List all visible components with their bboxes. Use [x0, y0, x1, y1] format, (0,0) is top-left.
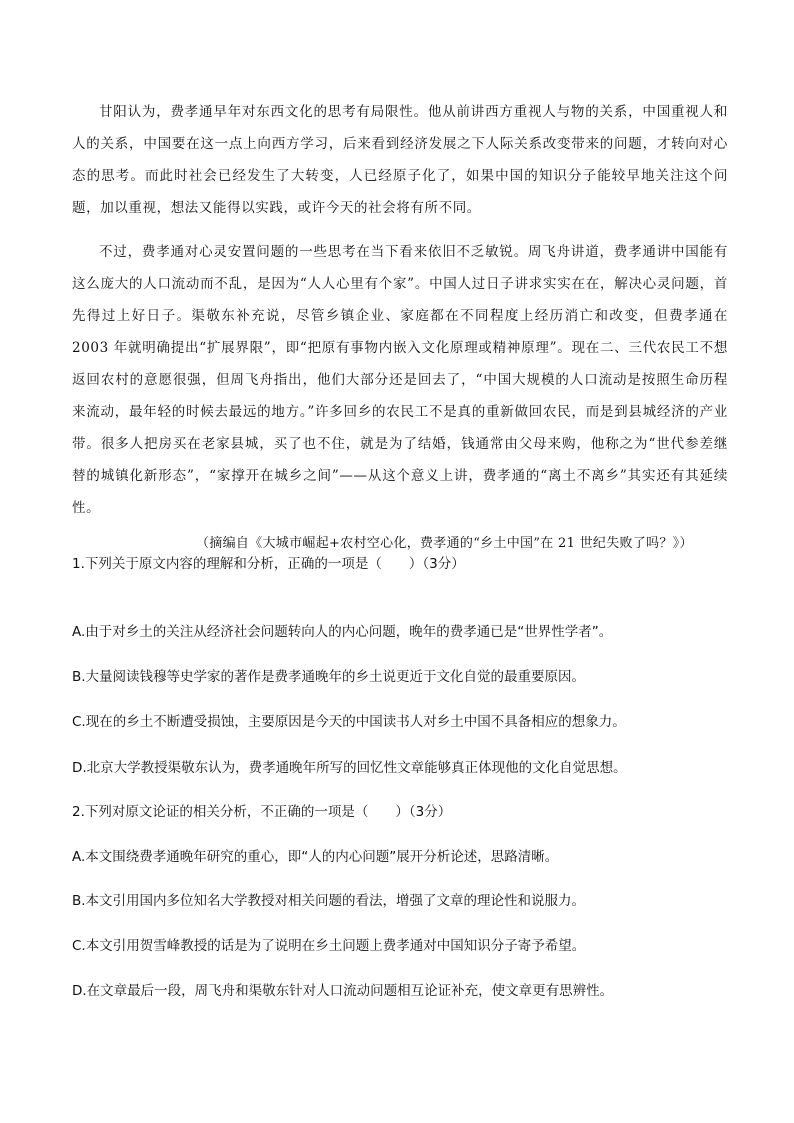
question-2-option-b: B.本文引用国内多位知名大学教授对相关问题的看法，增强了文章的理论性和说服力。 — [72, 893, 586, 909]
question-1-option-c: C.现在的乡土不断遭受损蚀，主要原因是今天的中国读书人对乡土中国不具备相应的想象力。 — [72, 714, 626, 730]
question-1-option-a: A.由于对乡土的关注从经济社会问题转向人的内心问题，晚年的费孝通已是“世界性学者”。 — [72, 624, 613, 640]
question-1-option-b: B.大量阅读钱穆等史学家的著作是费孝通晚年的乡土说更近于文化自觉的最重要原因。 — [72, 669, 586, 685]
question-1-option-d: D.北京大学教授渠敬东认为，费孝通晚年所写的回忆性文章能够真正体现他的文化自觉思想。 — [72, 760, 627, 776]
passage-paragraph-2: 不过，费孝通对心灵安置问题的一些思考在当下看来依旧不乏敏锐。周飞舟讲道，费孝通讲中国能有这么庞大的人口流动而不乱，是因为“人人心里有个家”。中国人过日子讲求实实在在，解决心灵问题，首先得过上好日子。渠敬东补充说，尽管乡镇企业、家庭都在不同程度上经历消亡和改变，但费孝通在 2003 年就明确提出“扩展界限”，即“把原有事物内嵌入文化原理或精神原理”。现在二、三代农民工不想返回农村的意愿很强，但周飞舟指出，他们大部分还是回去了，“中国大规模的人口流动是按照生命历程来流动，最年轻的时候去最远的地方。”许多回乡的农民工不是真的重新做回农民，而是到县城经济的产业带。很多人把房买在老家县城，买了也不住，就是为了结婚，钱通常由父母来购，他称之为“世代参差继替的城镇化新形态”，“家撑开在城乡之间”——从这个意义上讲，费孝通的“离土不离乡”其实还有其延续性。 — [72, 244, 728, 516]
passage-paragraph-1: 甘阳认为，费孝通早年对东西文化的思考有局限性。他从前讲西方重视人与物的关系，中国重视人和人的关系，中国要在这一点上向西方学习，后来看到经济发展之下人际关系改变带来的问题，才转向对心态的思考。而此时社会已经发生了大转变，人已经原子化了，如果中国的知识分子能较早地关注这个问题，加以重视，想法又能得以实践，或许今天的社会将有所不同。 — [72, 104, 728, 216]
question-2-option-d: D.在文章最后一段，周飞舟和渠敬东针对人口流动问题相互论证补充，使文章更有思辨性。 — [72, 983, 614, 999]
question-2-stem: 2.下列对原文论证的相关分析，不正确的一项是（ ）（3分） — [72, 804, 452, 820]
question-2-option-c: C.本文引用贺雪峰教授的话是为了说明在乡土问题上费孝通对中国知识分子寄予希望。 — [72, 938, 586, 954]
question-1-stem: 1.下列关于原文内容的理解和分析，正确的一项是（ ）（3分） — [72, 556, 465, 572]
source-citation: （摘编自《大城市崛起+农村空心化，费孝通的“乡土中国”在 21 世纪失败了吗？》） — [196, 536, 693, 551]
question-2-option-a: A.本文围绕费孝通晚年研究的重心，即“人的内心问题”展开分析论述，思路清晰。 — [72, 849, 559, 865]
